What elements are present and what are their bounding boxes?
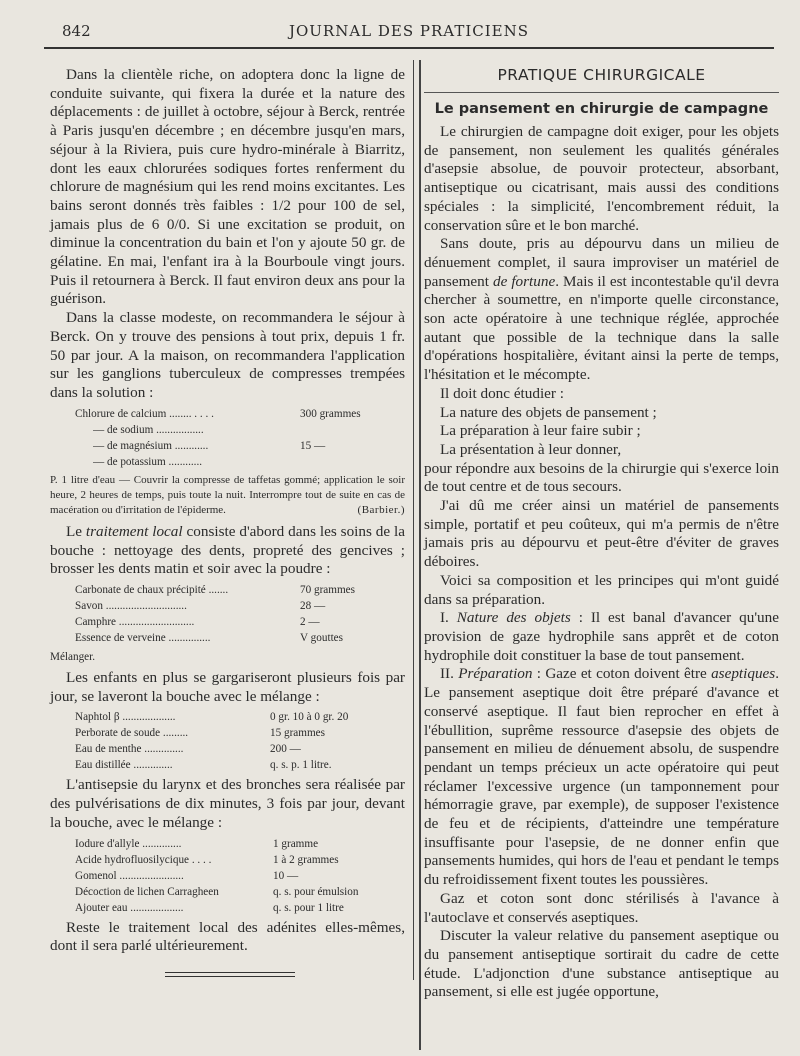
paragraph: I. Nature des objets : Il est banal d'avancer qu'une provision de gaze hydrophile sans apprêt et de coton hydrophile doit constituer la base de tout pansement.: [424, 609, 779, 664]
journal-title: JOURNAL DES PRATICIENS: [288, 22, 530, 40]
formula-row: Iodure d'allyle .............. 1 gramme: [75, 837, 319, 850]
running-header: [44, 20, 774, 44]
paragraph: pour répondre aux besoins de la chirurgie qui s'exerce loin de tout centre et de tous secours.: [424, 459, 779, 496]
formula-row: Carbonate de chaux précipité ....... 70 grammes: [75, 583, 355, 596]
paragraph: J'ai dû me créer ainsi un matériel de pansements simple, portatif et peu coûteux, qui m'a permis de n'être jamais pris au dépourvu et peut-être d'éviter de graves déboires.: [424, 497, 779, 571]
formula-row: Chlorure de calcium ........ . . . . 300 grammes: [75, 407, 361, 420]
page-number: 842: [62, 22, 91, 40]
formula-row: — de potassium ............: [93, 455, 203, 468]
prescription-formula: [75, 836, 405, 916]
left-column: [50, 66, 405, 980]
prescription-formula: [75, 709, 405, 773]
formula-row: — de magnésium ............ 15 —: [93, 439, 326, 452]
paragraph: Il doit donc étudier :: [440, 384, 564, 402]
column-divider-thick: [419, 60, 421, 1050]
formula-row: Acide hydrofluosilycique . . . . 1 à 2 grammes: [75, 853, 339, 866]
formula-row: Ajouter eau ................... q. s. pour 1 litre: [75, 901, 344, 914]
paragraph: Voici sa composition et les principes qui m'ont guidé dans sa préparation.: [424, 571, 779, 608]
paragraph: II. Préparation : Gaze et coton doivent être aseptiques. Le pansement aseptique doit être préparé d'avance et conservé aseptique. Il faut bien reprocher en effet à l'ébullition, suprême ressource d'asepsie des objets de pansement en milieu de dénuement absolu, de suspendre pendant un temps précieux un acte opératoire qui peut réclamer l'excessive urgence (un tamponnement pour hémorragie grave, par exemple), de supposer l'existence de feu et de récipients, d'atteindre une température insuffisante pour l'asepsie, de ne donner enfin que pansements humides, qui hors de l'eau et pendant le temps du refroidissement fixent toutes les poussières.: [424, 665, 779, 889]
list-line: La présentation à leur donner,: [440, 440, 622, 458]
section-end-rules: [165, 972, 295, 980]
paragraph: Le chirurgien de campagne doit exiger, pour les objets de pansement, non seulement les qualités générales d'asepsie absolue, de pouvoir protecteur, absorbant, antiseptique ou cicatrisant, mais aussi des conditions spéciales : la simplicité, l'encombrement réduit, la conservation sûre et le bon marché.: [424, 123, 779, 234]
section-rule: [424, 92, 779, 93]
formula-row: Essence de verveine ............... V gouttes: [75, 631, 343, 644]
list-line: La nature des objets de pansement ;: [440, 403, 657, 421]
formula-row: Perborate de soude ......... 15 grammes: [75, 727, 325, 740]
article-title: Le pansement en chirurgie de campagne: [434, 101, 769, 117]
section-title: PRATIQUE CHIRURGICALE: [497, 66, 706, 84]
prescription-formula: [75, 582, 405, 646]
formula-instruction: Mélanger.: [50, 650, 96, 663]
paragraph: Gaz et coton sont donc stérilisés à l'avance à l'autoclave et conservés aseptiques.: [424, 889, 779, 926]
header-rule: [44, 47, 774, 49]
prescription-note: P. 1 litre d'eau — Couvrir la compresse de taffetas gommé; application le soir heure, 2 heures de temps, puis toute la nuit. Interrompre tout de suite en cas de macération ou d'irritation de l'épiderme. (Barbier.): [50, 473, 405, 519]
paragraph: Dans la clientèle riche, on adoptera donc la ligne de conduite suivante, qui fixera la durée et la nature des déplacements : de juillet à octobre, séjour à Berck, rentrée à Paris jusqu'en décembre ; en décembre jusqu'en mars, séjour à la Riviera, puis cure hydro-minérale à Biarritz, dont les eaux chlorurées sodiques fortes renferment du chlorure de magnésium qui les rend moins excitantes. Les bains seront donnés très faibles : 1/2 pour 100 de sel, jamais plus de 6 0/0. Si une excitation se produit, on diminue la concentration du bain et l'on y ajoute 50 gr. de gélatine. En mai, l'enfant ira à la Bourboule vingt jours. Puis il retournera à Berck. Il faut environ deux ans pour la guérison.: [50, 66, 405, 308]
formula-row: — de sodium .................: [93, 423, 204, 436]
formula-row: Décoction de lichen Carragheen q. s. pour émulsion: [75, 885, 359, 898]
paragraph: L'antisepsie du larynx et des bronches sera réalisée par des pulvérisations de dix minutes, 3 fois par jour, devant la bouche, avec le mélange :: [50, 776, 405, 831]
paragraph: Dans la classe modeste, on recommandera le séjour à Berck. On y trouve des pensions à tout prix, depuis 1 fr. 50 par jour. A la maison, on recommandera l'application sur les ganglions tuberculeux de compresses trempées dans la solution :: [50, 309, 405, 401]
formula-row: Camphre ........................... 2 —: [75, 615, 320, 628]
right-column: [424, 64, 779, 1002]
formula-row: Gomenol ....................... 10 —: [75, 869, 299, 882]
paragraph: Discuter la valeur relative du pansement aseptique ou du pansement antiseptique sortirait du cadre de cette étude. L'adjonction d'une substance antiseptique au pansement, si elle est jugée opportune,: [424, 927, 779, 1001]
paragraph: Le traitement local consiste d'abord dans les soins de la bouche : nettoyage des dents, propreté des gencives ; brosser les dents matin et soir avec la poudre :: [50, 522, 405, 578]
note-signature: (Barbier.): [357, 504, 405, 517]
paragraph: Sans doute, pris au dépourvu dans un milieu de dénuement complet, il saura improviser un matériel de pansement de fortune. Mais il est incontestable qu'il devra chercher à soumettre, en n'importe quelle circonstance, son acte opératoire à une technique réglée, approchée autant que possible de la technique dans la salle d'opérations hospitalière, évitant ainsi la perte de temps, l'hésitation et le mécompte.: [424, 235, 779, 384]
paragraph: Les enfants en plus se gargariseront plusieurs fois par jour, se laveront la bouche avec le mélange :: [50, 668, 405, 705]
formula-row: Savon ............................. 28 —: [75, 599, 326, 612]
formula-row: Eau distillée .............. q. s. p. 1 litre.: [75, 759, 332, 772]
column-divider: [413, 60, 414, 980]
formula-row: Naphtol β ................... 0 gr. 10 à 0 gr. 20: [75, 711, 349, 724]
paragraph: Reste le traitement local des adénites elles-mêmes, dont il sera parlé ultérieurement.: [50, 918, 405, 955]
formula-row: Eau de menthe .............. 200 —: [75, 743, 301, 756]
prescription-formula: [75, 406, 405, 470]
list-line: La préparation à leur faire subir ;: [440, 422, 641, 440]
